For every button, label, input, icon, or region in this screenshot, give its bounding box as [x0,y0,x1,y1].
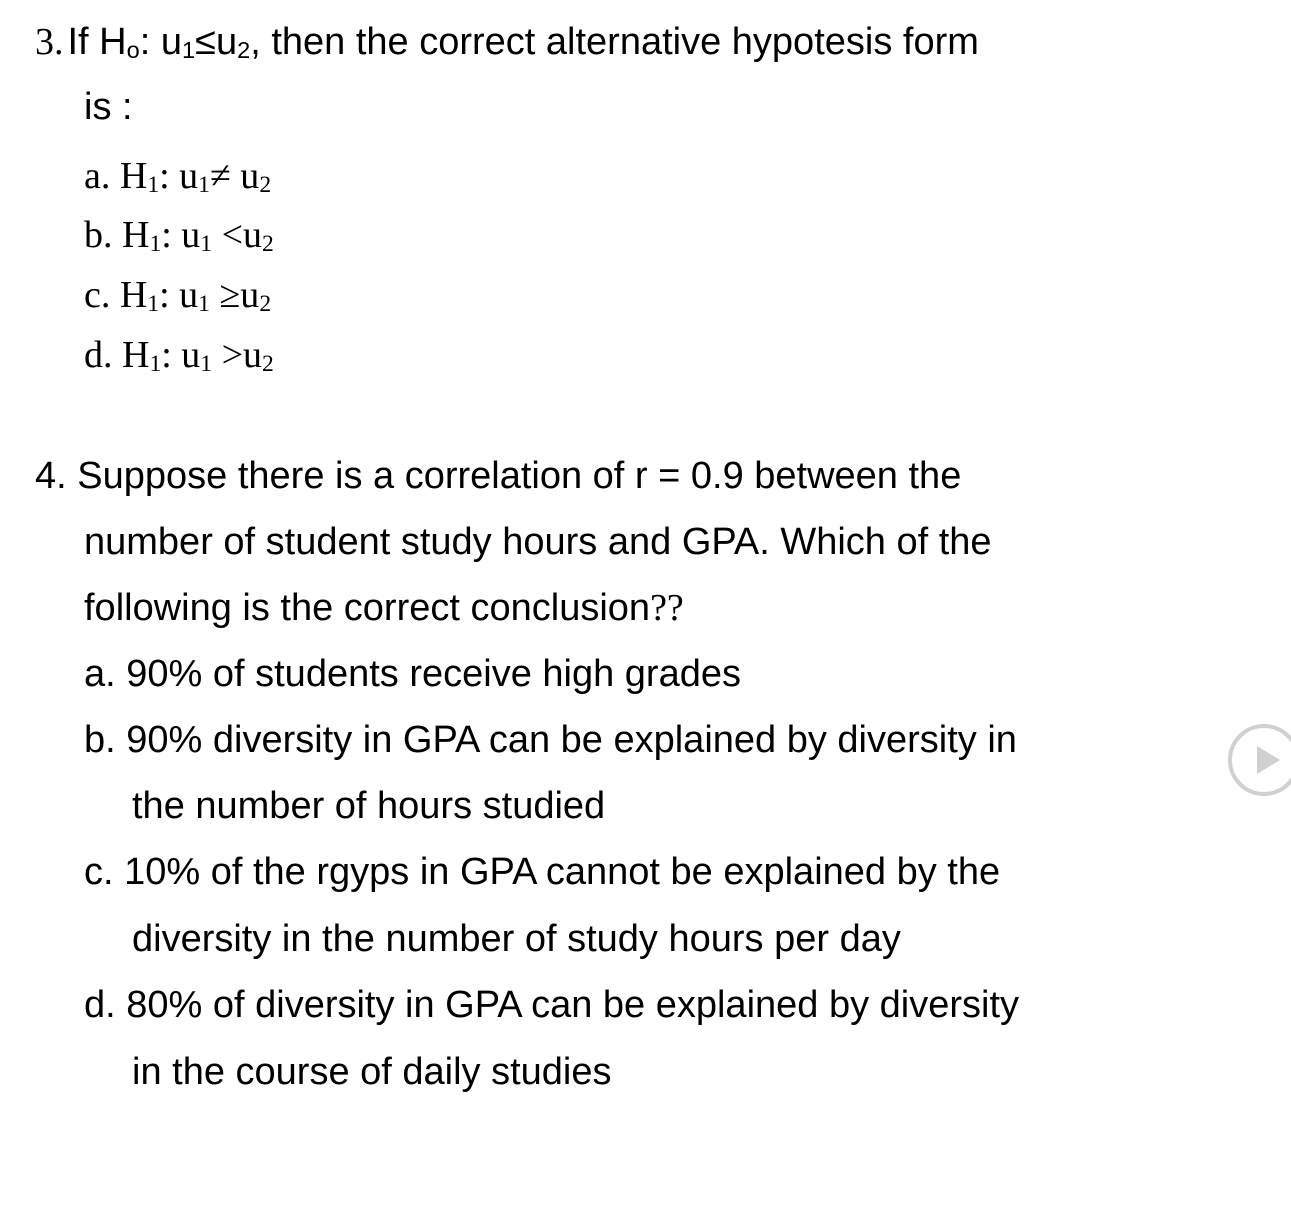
u-letter: : u [161,214,201,256]
hypothesis-h: H [122,334,150,376]
hypothesis-subscript: 1 [149,231,162,258]
question-3-option-c [84,276,271,317]
u2-subscript: 2 [262,231,274,258]
option-text: 80% of diversity in GPA can be explained by diversity [126,984,1020,1026]
option-text: 10% of the rgyps in GPA cannot be explained by the [124,851,1001,893]
hypothesis-h: H [122,214,150,256]
hypothesis-subscript: 1 [149,351,162,378]
q3-u2-subscript: 2 [237,37,251,64]
q4-stem-text: Suppose there is a correlation of r = 0.9 between the [77,455,962,497]
q3-u1-subscript: 1 [181,37,196,64]
hypothesis-h: H [119,274,148,316]
u-letter: : u [161,334,201,376]
u1-subscript: 1 [200,231,213,258]
question-4-stem-line-3 [84,589,684,627]
u-letter: : u [159,274,199,316]
play-button[interactable] [1228,724,1291,796]
option-text: 90% of students receive high grades [126,653,741,695]
option-text: 90% diversity in GPA can be explained by diversity in [126,719,1017,761]
u1-subscript: 1 [200,351,213,378]
question-4-stem-line-1 [35,457,961,495]
q3-stem-suffix: , then the correct alternative hypotesis form [250,21,979,63]
relation-operator: ≥u [209,274,260,316]
option-letter: d. [84,984,116,1026]
play-icon [1228,724,1291,796]
question-4-option-c-line-2: diversity in the number of study hours per day [132,918,901,960]
option-letter: c. [84,851,114,893]
question-4-stem-line-2: number of student study hours and GPA. Which of the [84,521,992,563]
u2-subscript: 2 [262,351,274,378]
question-4-option-b [84,721,1017,759]
u2-subscript: 2 [259,172,272,199]
u-letter: : u [159,155,199,197]
hypothesis-h: H [119,155,148,197]
option-letter: c. [84,274,111,316]
option-letter: b. [84,214,113,256]
option-letter: a. [84,653,116,695]
u1-subscript: 1 [198,291,210,318]
question-4-option-d-line-2: in the course of daily studies [132,1051,612,1093]
question-4-option-c [84,853,1000,891]
q4-question-marks: ?? [650,587,684,629]
question-3-option-a [84,157,271,198]
question-3-stem-line-2: is : [84,86,133,128]
question-3-option-b [84,216,274,257]
question-3-option-d [84,336,274,377]
question-3-number: 3. [35,21,64,63]
q3-relation: ≤u [195,21,238,63]
q3-u-letter: : u [139,21,182,63]
question-4-number: 4. [35,455,67,497]
option-letter: a. [84,155,111,197]
u1-subscript: 1 [198,172,210,199]
q3-h-letter: If H [67,21,127,63]
question-4-option-d [84,986,1019,1024]
relation-operator: <u [212,214,263,256]
question-4-option-a [84,655,741,693]
option-letter: d. [84,334,113,376]
hypothesis-subscript: 1 [147,172,160,199]
option-letter: b. [84,719,116,761]
q3-h-subscript: o [126,37,140,64]
relation-operator: >u [212,334,263,376]
u2-subscript: 2 [259,291,272,318]
q4-stem-text: following is the correct conclusion [84,587,651,629]
question-3-stem-line-1 [35,23,979,63]
question-4-option-b-line-2: the number of hours studied [132,785,606,827]
relation-operator: ≠ u [209,155,260,197]
hypothesis-subscript: 1 [147,291,160,318]
